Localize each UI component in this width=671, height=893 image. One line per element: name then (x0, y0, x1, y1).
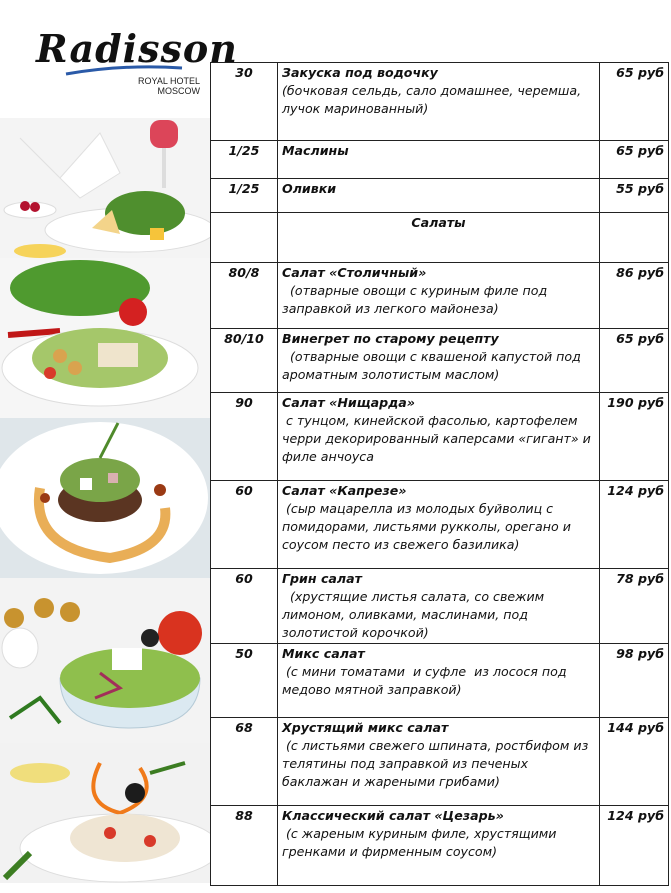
item-weight: 1/25 (211, 141, 278, 179)
item-description: (бочковая сельдь, сало домашнее, черемша, лучок маринованный) (282, 83, 586, 116)
table-row (211, 569, 669, 644)
item-weight: 60 (211, 569, 278, 644)
food-photo-column (0, 118, 210, 888)
item-price: 98 руб (600, 644, 669, 718)
section-heading: Салаты (278, 213, 600, 263)
item-description: с тунцом, кинейской фасолью, картофелем черри декорированный каперсами «гигант» и филе анчоуса (282, 413, 595, 464)
item-cell (278, 718, 600, 806)
item-weight: 50 (211, 644, 278, 718)
item-name: Винегрет по старому рецепту (282, 331, 499, 346)
table-row (211, 263, 669, 329)
table-row (211, 481, 669, 569)
item-description: (с жареным куриным филе, хрустящими гренками и фирменным соусом) (282, 826, 561, 859)
salad-photo-2 (0, 418, 210, 578)
item-description: (с мини томатами и суфле из лосося под медово мятной заправкой) (282, 664, 571, 697)
item-price: 55 руб (600, 179, 669, 213)
item-name: Закуска под водочку (282, 65, 438, 80)
table-row (211, 806, 669, 886)
item-name: Маслины (282, 143, 349, 158)
item-name: Оливки (282, 181, 337, 196)
item-price: 124 руб (600, 806, 669, 886)
item-weight: 80/10 (211, 329, 278, 393)
item-name: Салат «Столичный» (282, 265, 427, 280)
logo-subtitle (130, 76, 200, 96)
item-weight: 80/8 (211, 263, 278, 329)
item-name: Классический салат «Цезарь» (282, 808, 504, 823)
item-name: Салат «Капрезе» (282, 483, 407, 498)
salad-photo-1 (0, 258, 210, 418)
item-price: 65 руб (600, 329, 669, 393)
item-cell (278, 329, 600, 393)
item-description: (отварные овощи с куриным филе под заправкой из легкого майонеза) (282, 283, 552, 316)
item-price: 144 руб (600, 718, 669, 806)
item-price: 86 руб (600, 263, 669, 329)
item-cell (278, 63, 600, 141)
item-name: Грин салат (282, 571, 362, 586)
item-price (600, 213, 669, 263)
item-cell (278, 569, 600, 644)
item-description: (хрустящие листья салата, со свежим лимоном, оливками, маслинами, под золотистой корочкой) (282, 589, 549, 640)
item-cell (278, 806, 600, 886)
table-row (211, 329, 669, 393)
table-row (211, 644, 669, 718)
item-weight (211, 213, 278, 263)
item-weight: 1/25 (211, 179, 278, 213)
item-description: (сыр мацарелла из молодых буйволиц с помидорами, листьями рукколы, орегано и соусом песто из свежего базилика) (282, 501, 575, 552)
item-cell (278, 481, 600, 569)
table-row (211, 63, 669, 141)
table-row (211, 141, 669, 179)
item-description: (отварные овощи с квашеной капустой под ароматным золотистым маслом) (282, 349, 585, 382)
table-row (211, 718, 669, 806)
item-cell (278, 263, 600, 329)
logo-line-2: MOSCOW (157, 86, 200, 96)
item-cell (278, 393, 600, 481)
item-weight: 68 (211, 718, 278, 806)
item-weight: 90 (211, 393, 278, 481)
radisson-logo (28, 26, 238, 106)
item-price: 190 руб (600, 393, 669, 481)
item-weight: 88 (211, 806, 278, 886)
item-name: Салат «Нищарда» (282, 395, 415, 410)
item-price: 65 руб (600, 63, 669, 141)
item-price: 65 руб (600, 141, 669, 179)
item-weight: 60 (211, 481, 278, 569)
item-cell (278, 141, 600, 179)
salad-photo-4 (0, 743, 210, 883)
menu-table (210, 62, 669, 886)
item-cell (278, 179, 600, 213)
logo-script: Radisson (36, 26, 238, 71)
table-row (211, 393, 669, 481)
table-row (211, 179, 669, 213)
item-name: Микс салат (282, 646, 365, 661)
item-description: (с листьями свежего шпината, ростбифом из телятины под заправкой из печеных баклажан и жареными грибами) (282, 738, 593, 789)
item-name: Хрустящий микс салат (282, 720, 449, 735)
appetizer-photo (0, 118, 210, 258)
item-weight: 30 (211, 63, 278, 141)
salad-photo-3 (0, 578, 210, 743)
table-row (211, 213, 669, 263)
item-cell (278, 644, 600, 718)
item-price: 124 руб (600, 481, 669, 569)
item-price: 78 руб (600, 569, 669, 644)
logo-line-1: ROYAL HOTEL (137, 76, 200, 86)
